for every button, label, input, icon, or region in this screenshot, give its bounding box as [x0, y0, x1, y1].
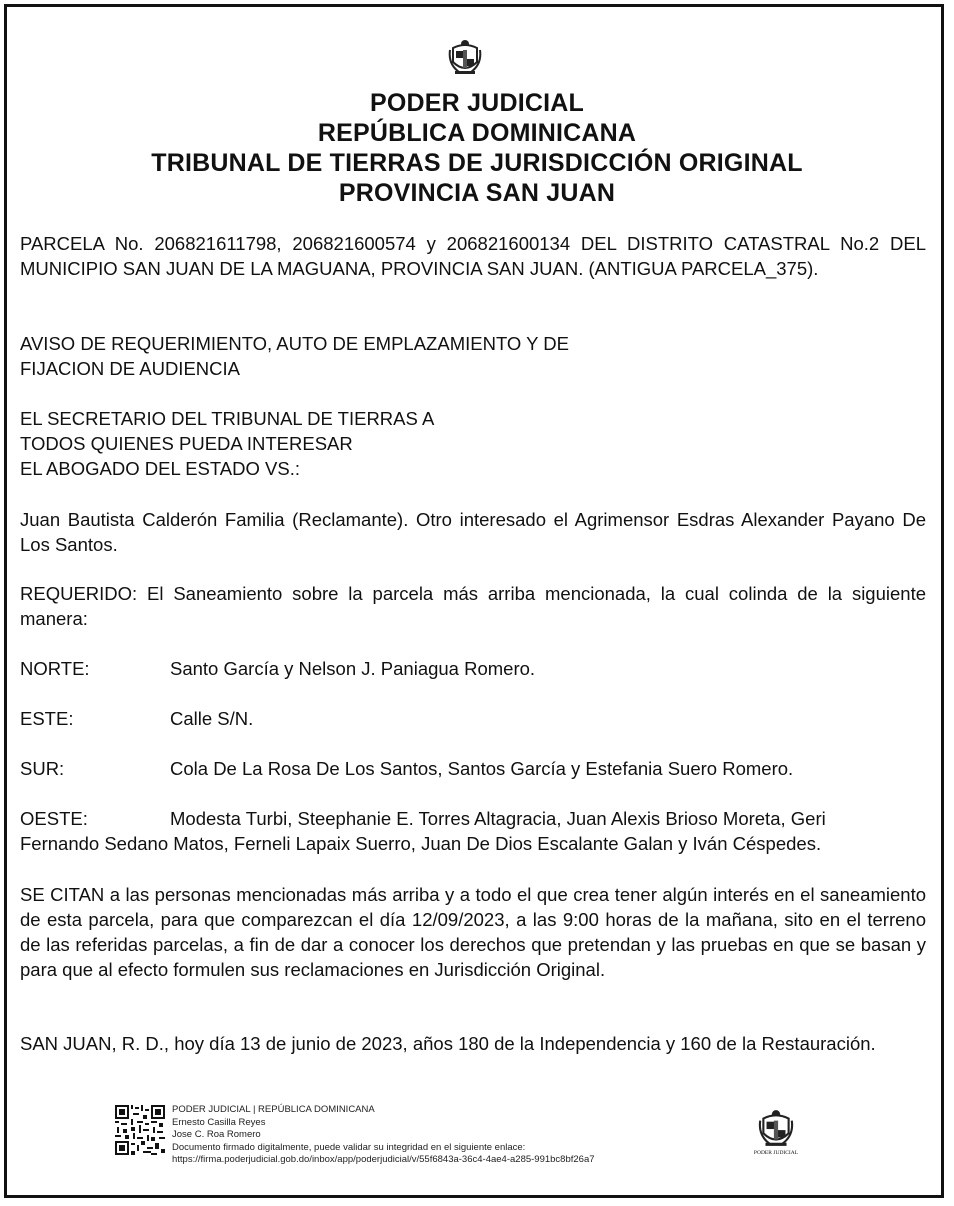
header-provincia: PROVINCIA SAN JUAN [338, 179, 616, 207]
secretario-line-2: TODOS QUIENES PUEDA INTERESAR [20, 433, 353, 454]
aviso-line-2: FIJACION DE AUDIENCIA [20, 358, 240, 379]
coat-of-arms-icon [447, 38, 483, 76]
oeste-value: Modesta Turbi, Steephanie E. Torres Altagracia, Juan Alexis Brioso Moreta, Geri [170, 808, 826, 829]
digital-signature-block [172, 1104, 595, 1167]
signature-note: Documento firmado digitalmente, puede validar su integridad en el siguiente enlace: [172, 1141, 526, 1153]
norte-label: NORTE: [20, 658, 90, 679]
seal-caption: PODER JUDICIAL [753, 1150, 799, 1156]
header-poder-judicial: PODER JUDICIAL [370, 89, 584, 117]
parcel-paragraph: PARCELA No. 206821611798, 206821600574 y 206821600134 DEL DISTRITO CATASTRAL No.2 DEL MUNICIPIO SAN JUAN DE LA MAGUANA, PROVINCIA SAN JUAN. (ANTIGUA PARCELA_375). [20, 233, 926, 279]
este-label: ESTE: [20, 708, 74, 729]
norte-value: Santo García y Nelson J. Paniagua Romero. [170, 658, 536, 679]
secretario-line-3: EL ABOGADO DEL ESTADO VS.: [20, 458, 300, 479]
signature-link[interactable]: https://firma.poderjudicial.gob.do/inbox/app/poderjudicial/v/55f6843a-36c4-4ae4-a285-991bc8bf26a7 [172, 1154, 595, 1165]
requerido-paragraph: REQUERIDO: El Saneamiento sobre la parcela más arriba mencionada, la cual colinda de la siguiente manera: [20, 583, 926, 629]
document-header [0, 88, 954, 208]
aviso-line-1: AVISO DE REQUERIMIENTO, AUTO DE EMPLAZAMIENTO Y DE [20, 333, 569, 354]
sur-label: SUR: [20, 758, 65, 779]
oeste-value-continued: Fernando Sedano Matos, Ferneli Lapaix Suerro, Juan De Dios Escalante Galan y Iván Céspedes. [20, 833, 822, 854]
signature-signer-1: Ernesto Casilla Reyes [172, 1116, 266, 1128]
claimant-paragraph: Juan Bautista Calderón Familia (Reclamante). Otro interesado el Agrimensor Esdras Alexander Payano De Los Santos. [20, 509, 926, 555]
boundary-oeste [20, 806, 926, 856]
signature-org: PODER JUDICIAL | REPÚBLICA DOMINICANA [172, 1104, 375, 1115]
citation-paragraph: SE CITAN a las personas mencionadas más arriba y a todo el que crea tener algún interés en el saneamiento de esta parcela, para que comparezcan el día 12/09/2023, a las 9:00 horas de la mañana, sito en el terreno de las referidas parcelas, a fin de dar a conocer los derechos que pretendan y las pruebas en que se basan y para que al efecto formulen sus reclamaciones en Jurisdicción Original. [20, 884, 926, 980]
oeste-label: OESTE: [20, 808, 88, 829]
header-tribunal: TRIBUNAL DE TIERRAS DE JURISDICCIÓN ORIGINAL [151, 149, 803, 177]
coat-of-arms-icon [755, 1108, 797, 1148]
closing-paragraph: SAN JUAN, R. D., hoy día 13 de junio de 2023, años 180 de la Independencia y 160 de la Restauración. [20, 1033, 876, 1054]
secretario-line-1: EL SECRETARIO DEL TRIBUNAL DE TIERRAS A [20, 408, 435, 429]
header-republica: REPÚBLICA DOMINICANA [317, 119, 637, 147]
signature-signer-2: Jose C. Roa Romero [172, 1129, 261, 1140]
secretario-block [20, 406, 926, 481]
aviso-heading [20, 331, 926, 381]
qr-code-icon[interactable] [115, 1105, 165, 1155]
poder-judicial-seal [752, 1108, 800, 1160]
sur-value: Cola De La Rosa De Los Santos, Santos García y Estefania Suero Romero. [170, 758, 794, 779]
este-value: Calle S/N. [170, 708, 254, 729]
